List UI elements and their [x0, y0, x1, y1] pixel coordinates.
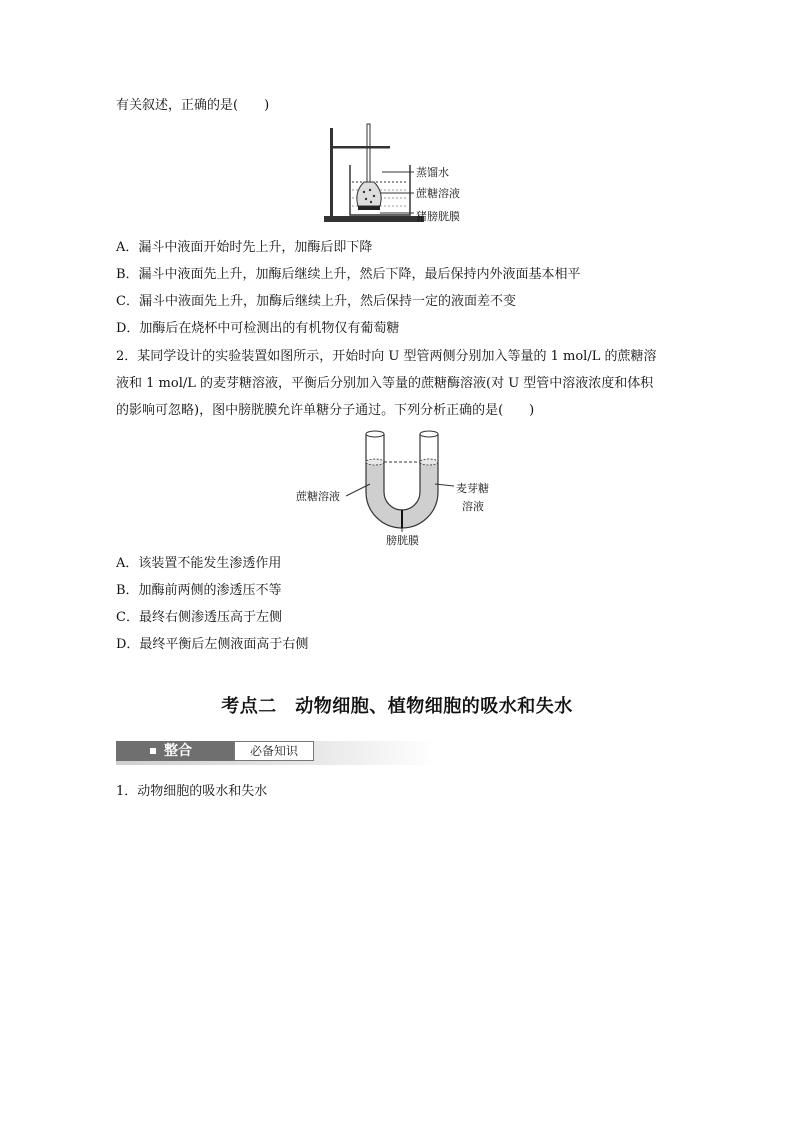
q2-stem-line-2: 液和 1 mol/L 的麦芽糖溶液，平衡后分别加入等量的蔗糖酶溶液(对 U 型管中溶液浓度和体积 [116, 376, 654, 391]
label-right-maltose-2: 溶液 [462, 500, 484, 513]
q1-option-b: B．漏斗中液面先上升，加酶后继续上升，然后下降，最后保持内外液面基本相平 [116, 267, 581, 282]
u-tube-figure [290, 424, 510, 548]
section-banner [116, 741, 436, 765]
section-title: 考点二 动物细胞、植物细胞的吸水和失水 [221, 696, 573, 717]
banner-bullet-icon [150, 748, 156, 754]
section-item-1: 1．动物细胞的吸水和失水 [116, 784, 268, 799]
label-sucrose-solution: 蔗糖溶液 [416, 187, 460, 200]
q1-option-d: D．加酶后在烧杯中可检测出的有机物仅有葡萄糖 [116, 321, 400, 336]
label-distilled-water: 蒸馏水 [416, 166, 449, 179]
banner-sub-label: 必备知识 [234, 741, 314, 761]
label-left-sucrose: 蔗糖溶液 [296, 490, 340, 503]
q2-option-a: A．该装置不能发生渗透作用 [116, 556, 282, 571]
q2-stem-line-3: 的影响可忽略)，图中膀胱膜允许单糖分子通过。下列分析正确的是( ) [116, 403, 535, 418]
banner-label: 整合 [164, 743, 192, 759]
label-bladder-membrane: 膀胱膜 [386, 534, 419, 547]
label-right-maltose-1: 麦芽糖 [456, 482, 489, 495]
q1-option-c: C．漏斗中液面先上升，加酶后继续上升，然后保持一定的液面差不变 [116, 294, 516, 309]
q1-option-a: A．漏斗中液面开始时先上升，加酶后即下降 [116, 240, 373, 255]
osmosis-funnel-figure [320, 120, 480, 230]
banner-dark-block [116, 741, 234, 761]
q2-option-c: C．最终右侧渗透压高于左侧 [116, 610, 282, 625]
q2-stem-line-1: 2．某同学设计的实验装置如图所示，开始时向 U 型管两侧分别加入等量的 1 mol/L 的蔗糖溶 [116, 349, 657, 364]
q1-stem-tail: 有关叙述，正确的是( ) [116, 98, 270, 113]
label-pig-bladder-membrane: 猪膀胱膜 [416, 210, 460, 223]
q2-option-b: B．加酶前两侧的渗透压不等 [116, 583, 282, 598]
q2-option-d: D．最终平衡后左侧液面高于右侧 [116, 637, 309, 652]
